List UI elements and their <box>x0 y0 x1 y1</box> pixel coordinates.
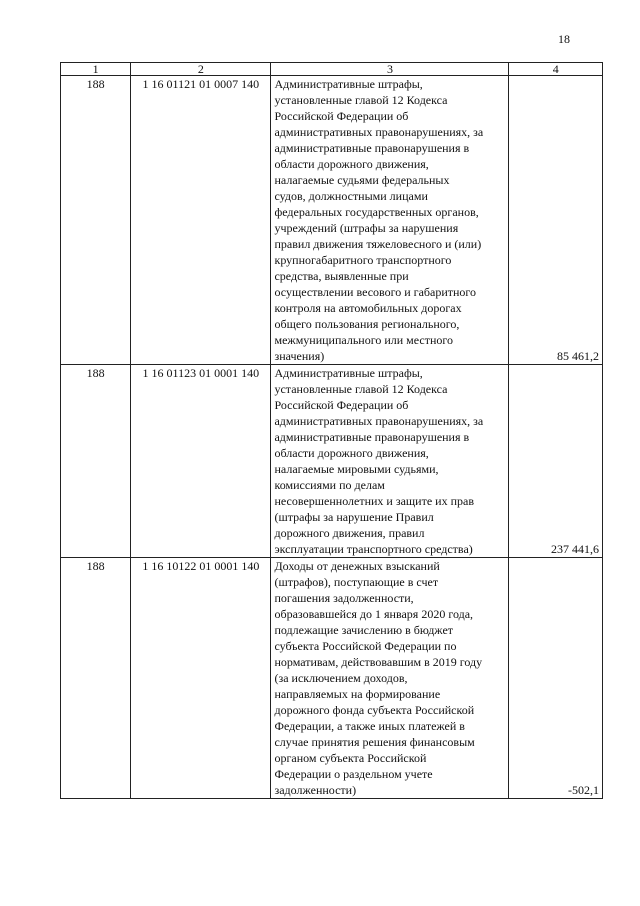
description-line: налагаемые судьями федеральных <box>274 173 450 187</box>
column-header-4: 4 <box>509 63 603 76</box>
description-line: задолженности) <box>274 783 357 797</box>
column-header-3: 3 <box>271 63 509 76</box>
description-line: средства, выявленные при <box>274 269 409 283</box>
table-row <box>61 365 603 558</box>
description-line: несовершеннолетних и защите их прав <box>274 494 474 508</box>
description-line: установленные главой 12 Кодекса <box>274 382 448 396</box>
budget-code-cell: 1 16 10122 01 0001 140 <box>131 558 271 799</box>
admin-code-cell: 188 <box>61 558 131 799</box>
description-line: учреждений (штрафы за нарушения <box>274 221 459 235</box>
description-line: дорожного фонда субъекта Российской <box>274 703 475 717</box>
amount-cell: 237 441,6 <box>509 365 603 558</box>
description-cell <box>271 365 509 558</box>
description-line: общего пользования регионального, <box>274 317 460 331</box>
description-line: случае принятия решения финансовым <box>274 735 475 749</box>
description-line: осуществлении весового и габаритного <box>274 285 477 299</box>
column-header-1: 1 <box>61 63 131 76</box>
description-line: налагаемые мировыми судьями, <box>274 462 439 476</box>
amount-cell: 85 461,2 <box>509 76 603 365</box>
description-line: (штрафы за нарушение Правил <box>274 510 434 524</box>
amount-cell: -502,1 <box>509 558 603 799</box>
admin-code-cell: 188 <box>61 76 131 365</box>
description-line: установленные главой 12 Кодекса <box>274 93 448 107</box>
description-cell <box>271 76 509 365</box>
description-line: Административные штрафы, <box>274 77 423 91</box>
description-line: дорожного движения, правил <box>274 526 425 540</box>
description-line: направляемых на формирование <box>274 687 441 701</box>
table-row <box>61 76 603 365</box>
description-line: судов, должностными лицами <box>274 189 428 203</box>
description-line: подлежащие зачислению в бюджет <box>274 623 454 637</box>
description-line: погашения задолженности, <box>274 591 414 605</box>
description-line: административных правонарушениях, за <box>274 125 484 139</box>
description-line: области дорожного движения, <box>274 157 429 171</box>
description-line: Административные штрафы, <box>274 366 423 380</box>
budget-code-cell: 1 16 01121 01 0007 140 <box>131 76 271 365</box>
description-line: области дорожного движения, <box>274 446 429 460</box>
description-line: значения) <box>274 349 325 363</box>
budget-code-cell: 1 16 01123 01 0001 140 <box>131 365 271 558</box>
table-header-row <box>61 63 603 76</box>
description-line: федеральных государственных органов, <box>274 205 479 219</box>
description-cell <box>271 558 509 799</box>
description-line: органом субъекта Российской <box>274 751 427 765</box>
description-line: административных правонарушениях, за <box>274 414 484 428</box>
description-line: образовавшейся до 1 января 2020 года, <box>274 607 474 621</box>
description-line: контроля на автомобильных дорогах <box>274 301 462 315</box>
description-line: комиссиями по делам <box>274 478 385 492</box>
revenue-table <box>60 62 603 799</box>
description-line: эксплуатации транспортного средства) <box>274 542 473 556</box>
description-line: Российской Федерации об <box>274 398 409 412</box>
description-line: межмуниципального или местного <box>274 333 454 347</box>
description-line: (за исключением доходов, <box>274 671 408 685</box>
description-line: субъекта Российской Федерации по <box>274 639 457 653</box>
description-line: административные правонарушения в <box>274 430 470 444</box>
admin-code-cell: 188 <box>61 365 131 558</box>
description-line: крупногабаритного транспортного <box>274 253 452 267</box>
description-line: Федерации, а также иных платежей в <box>274 719 465 733</box>
description-line: (штрафов), поступающие в счет <box>274 575 439 589</box>
table-row <box>61 558 603 799</box>
page-number: 18 <box>558 32 570 46</box>
description-line: Доходы от денежных взысканий <box>274 559 440 573</box>
description-line: правил движения тяжеловесного и (или) <box>274 237 482 251</box>
description-line: административные правонарушения в <box>274 141 470 155</box>
description-line: Российской Федерации об <box>274 109 409 123</box>
description-line: Федерации о раздельном учете <box>274 767 433 781</box>
column-header-2: 2 <box>131 63 271 76</box>
description-line: нормативам, действовавшим в 2019 году <box>274 655 483 669</box>
